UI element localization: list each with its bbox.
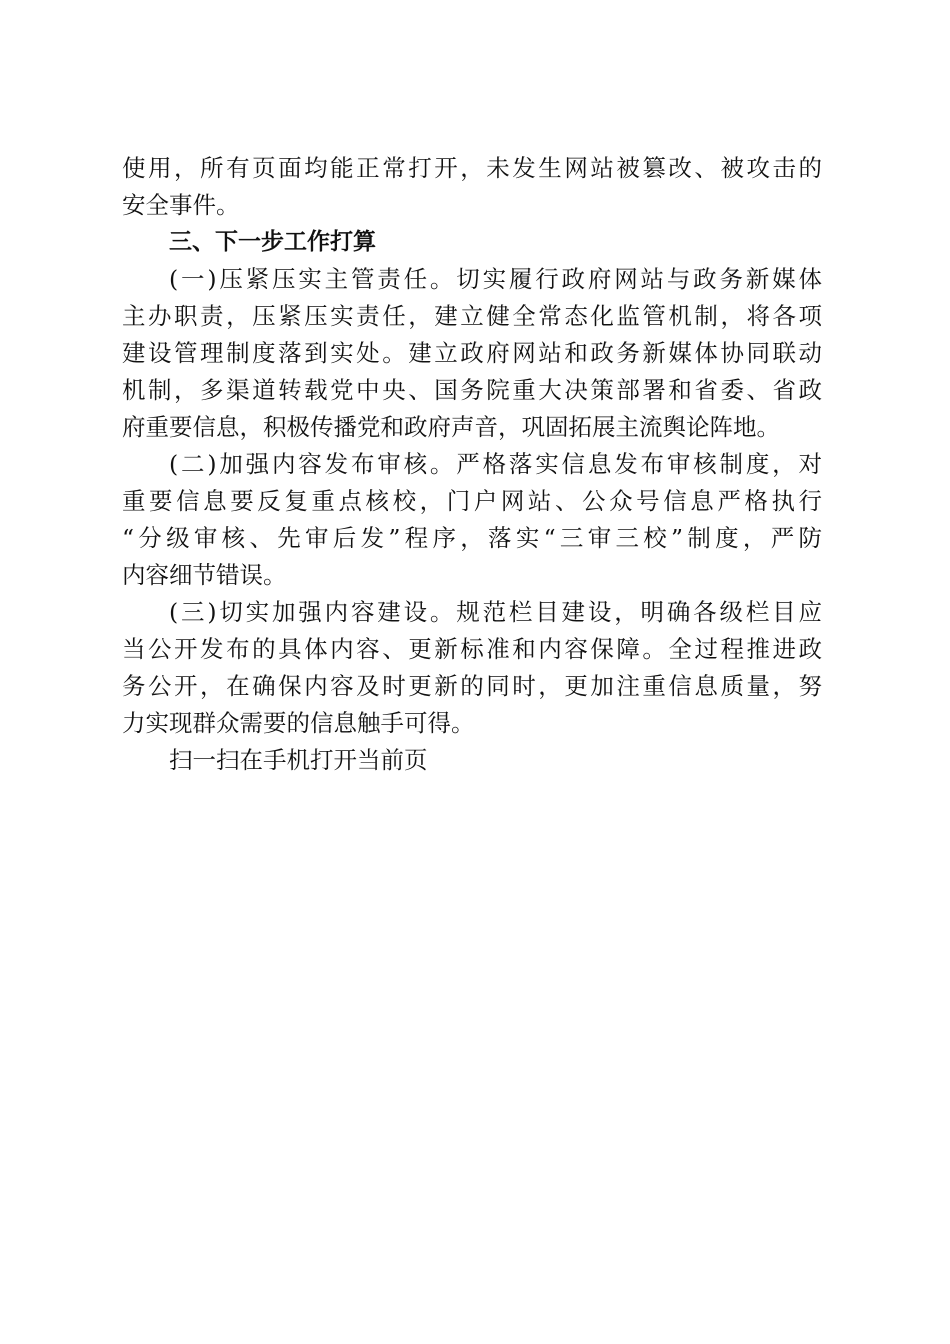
- text-line: (一)压紧压实主管责任。切实履行政府网站与政务新媒体: [169, 265, 822, 293]
- paragraph-continuation: [122, 150, 822, 224]
- text-line: 主办职责，压紧压实责任，建立健全常态化监管机制，将各项: [122, 302, 822, 330]
- qr-caption: 扫一扫在手机打开当前页: [169, 746, 428, 774]
- text-line: 内容细节错误。: [122, 561, 287, 589]
- paragraph-content-building: [122, 594, 822, 742]
- text-line: 府重要信息，积极传播党和政府声音，巩固拓展主流舆论阵地。: [122, 413, 780, 441]
- section-heading: 三、下一步工作打算: [169, 229, 376, 255]
- text-line: “分级审核、先审后发”程序，落实“三审三校”制度，严防: [122, 524, 822, 552]
- paragraph-review: [122, 446, 822, 594]
- paragraph-responsibility: [122, 261, 822, 446]
- text-line: 建设管理制度落到实处。建立政府网站和政务新媒体协同联动: [122, 339, 822, 367]
- text-line: (二)加强内容发布审核。严格落实信息发布审核制度，对: [169, 450, 822, 478]
- text-line: 安全事件。: [122, 191, 240, 219]
- text-line: (三)切实加强内容建设。规范栏目建设，明确各级栏目应: [169, 598, 822, 626]
- text-line: 使用，所有页面均能正常打开，未发生网站被篡改、被攻击的: [122, 154, 822, 182]
- text-line: 机制，多渠道转载党中央、国务院重大决策部署和省委、省政: [122, 376, 822, 404]
- text-line: 当公开发布的具体内容、更新标准和内容保障。全过程推进政: [122, 635, 822, 663]
- text-line: 重要信息要反复重点核校，门户网站、公众号信息严格执行: [122, 487, 822, 515]
- document-body: [122, 150, 822, 779]
- text-line: 务公开，在确保内容及时更新的同时，更加注重信息质量，努: [122, 672, 822, 700]
- text-line: 力实现群众需要的信息触手可得。: [122, 709, 475, 737]
